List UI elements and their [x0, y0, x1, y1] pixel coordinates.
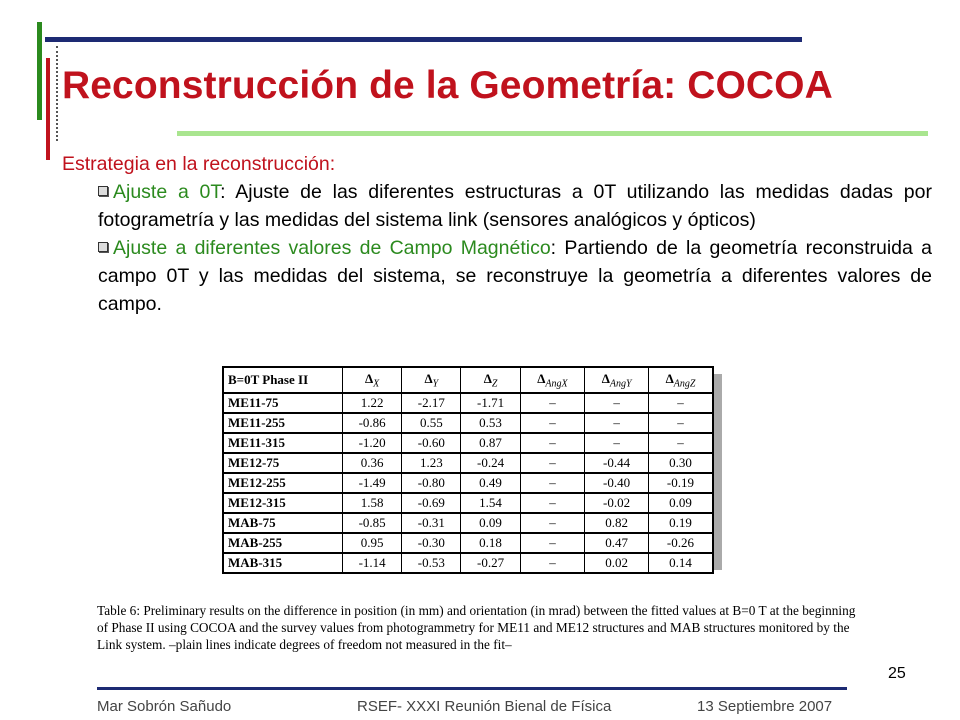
top-navy-bar [45, 37, 802, 42]
value-cell: 0.14 [648, 553, 713, 573]
value-cell: -0.31 [402, 513, 461, 533]
table-row [223, 493, 713, 513]
footer-date: 13 Septiembre 2007 [697, 698, 833, 715]
value-cell: -0.44 [585, 453, 649, 473]
value-cell: – [520, 513, 585, 533]
table-header-cell [648, 367, 713, 393]
table-caption: Table 6: Preliminary results on the difference in position (in mm) and orientation (in mrad) between the fitted values at B=0 T at the beginning of Phase II using COCOA and the survey values from photogrammetry for ME11 and ME12 structures and MAB structures monitored by the Link system. –plain lines indicate degrees of freedom not measured in the fit– [97, 603, 856, 652]
value-cell: – [520, 533, 585, 553]
left-red-bar [46, 58, 50, 160]
header-subscript: AngX [545, 378, 568, 390]
value-cell: – [648, 393, 713, 413]
value-cell: 1.54 [461, 493, 520, 513]
table-header-cell [585, 367, 649, 393]
bullet-lead: Ajuste a diferentes valores de Campo Magnético [113, 237, 551, 259]
row-label-cell: ME11-75 [223, 393, 343, 413]
value-cell: – [648, 433, 713, 453]
row-label-cell: ME12-315 [223, 493, 343, 513]
table-row [223, 393, 713, 413]
page-number: 25 [888, 665, 906, 682]
value-cell: 0.82 [585, 513, 649, 533]
header-subscript: Y [432, 378, 439, 390]
header-label: B=0T Phase II [228, 372, 309, 387]
value-cell: – [585, 433, 649, 453]
footer-navy-line [97, 687, 847, 690]
table-row [223, 453, 713, 473]
value-cell: 0.09 [648, 493, 713, 513]
value-cell: 0.19 [648, 513, 713, 533]
header-subscript: Z [491, 378, 498, 390]
value-cell: 0.30 [648, 453, 713, 473]
square-bullet-icon [98, 242, 108, 252]
title-underline-green [177, 131, 928, 136]
square-bullet-icon [98, 186, 108, 196]
value-cell: 0.95 [343, 533, 402, 553]
header-label: Δ [483, 370, 492, 386]
table-header-cell [402, 367, 461, 393]
value-cell: 1.22 [343, 393, 402, 413]
value-cell: -0.86 [343, 413, 402, 433]
value-cell: – [520, 413, 585, 433]
bullet-text: : Partiendo de la geometría reconstruida a campo 0T y las medidas del sistema, se reconstruye la geometría a diferentes valores de campo. [98, 237, 932, 315]
row-label-cell: ME11-255 [223, 413, 343, 433]
slide-title: Reconstrucción de la Geometría: COCOA [62, 64, 833, 107]
value-cell: – [585, 413, 649, 433]
slide-body [62, 150, 932, 318]
value-cell: -0.69 [402, 493, 461, 513]
results-table-image [222, 366, 729, 571]
header-subscript: AngZ [673, 378, 696, 390]
value-cell: -0.40 [585, 473, 649, 493]
value-cell: – [520, 453, 585, 473]
header-label: Δ [537, 370, 546, 386]
value-cell: 1.58 [343, 493, 402, 513]
value-cell: – [520, 553, 585, 573]
value-cell: -0.02 [585, 493, 649, 513]
header-label: Δ [364, 370, 374, 386]
table-row [223, 513, 713, 533]
value-cell: 0.18 [461, 533, 520, 553]
value-cell: – [520, 393, 585, 413]
left-dotted-line [56, 46, 58, 141]
value-cell: -0.24 [461, 453, 520, 473]
value-cell: -0.27 [461, 553, 520, 573]
value-cell: 0.09 [461, 513, 520, 533]
table-row [223, 553, 713, 573]
table-row [223, 533, 713, 553]
header-label: Δ [424, 370, 433, 386]
bullet-item [98, 234, 932, 318]
value-cell: 0.49 [461, 473, 520, 493]
value-cell: – [520, 493, 585, 513]
bullet-text: : Ajuste de las diferentes estructuras a 0T utilizando las medidas dadas por fotogrametría y las medidas del sistema link (sensores analógicos y ópticos) [98, 181, 932, 231]
value-cell: -0.80 [402, 473, 461, 493]
value-cell: -0.19 [648, 473, 713, 493]
value-cell: -0.85 [343, 513, 402, 533]
value-cell: 0.36 [343, 453, 402, 473]
value-cell: 0.55 [402, 413, 461, 433]
bullet-lead: Ajuste a 0T [113, 181, 221, 203]
row-label-cell: ME12-75 [223, 453, 343, 473]
left-green-bar [37, 22, 42, 120]
value-cell: – [648, 413, 713, 433]
value-cell: 1.23 [402, 453, 461, 473]
value-cell: -1.49 [343, 473, 402, 493]
header-subscript: X [373, 378, 380, 390]
value-cell: -0.53 [402, 553, 461, 573]
value-cell: – [520, 473, 585, 493]
table-header-row [223, 367, 713, 393]
value-cell: -1.14 [343, 553, 402, 573]
row-label-cell: MAB-255 [223, 533, 343, 553]
value-cell: -1.20 [343, 433, 402, 453]
strategy-heading: Estrategia en la reconstrucción: [62, 153, 336, 175]
table-header-cell [461, 367, 520, 393]
row-label-cell: ME11-315 [223, 433, 343, 453]
value-cell: 0.53 [461, 413, 520, 433]
row-label-cell: MAB-75 [223, 513, 343, 533]
value-cell: -0.30 [402, 533, 461, 553]
value-cell: – [520, 433, 585, 453]
value-cell: 0.02 [585, 553, 649, 573]
table-row [223, 413, 713, 433]
table-row [223, 473, 713, 493]
table-row [223, 433, 713, 453]
header-label: Δ [665, 370, 674, 386]
table-header-cell [343, 367, 402, 393]
footer-event: RSEF- XXXI Reunión Bienal de Física [357, 698, 612, 715]
row-label-cell: ME12-255 [223, 473, 343, 493]
value-cell: -2.17 [402, 393, 461, 413]
bullet-item [98, 178, 932, 234]
row-label-cell: MAB-315 [223, 553, 343, 573]
table-header-cell [520, 367, 585, 393]
table-body [223, 393, 713, 573]
header-label: Δ [601, 370, 610, 386]
value-cell: – [585, 393, 649, 413]
value-cell: -1.71 [461, 393, 520, 413]
header-subscript: AngY [609, 378, 632, 390]
value-cell: -0.26 [648, 533, 713, 553]
value-cell: -0.60 [402, 433, 461, 453]
value-cell: 0.87 [461, 433, 520, 453]
table-header-cell [223, 367, 343, 393]
value-cell: 0.47 [585, 533, 649, 553]
footer-author: Mar Sobrón Sañudo [97, 698, 232, 715]
results-table [222, 366, 714, 574]
